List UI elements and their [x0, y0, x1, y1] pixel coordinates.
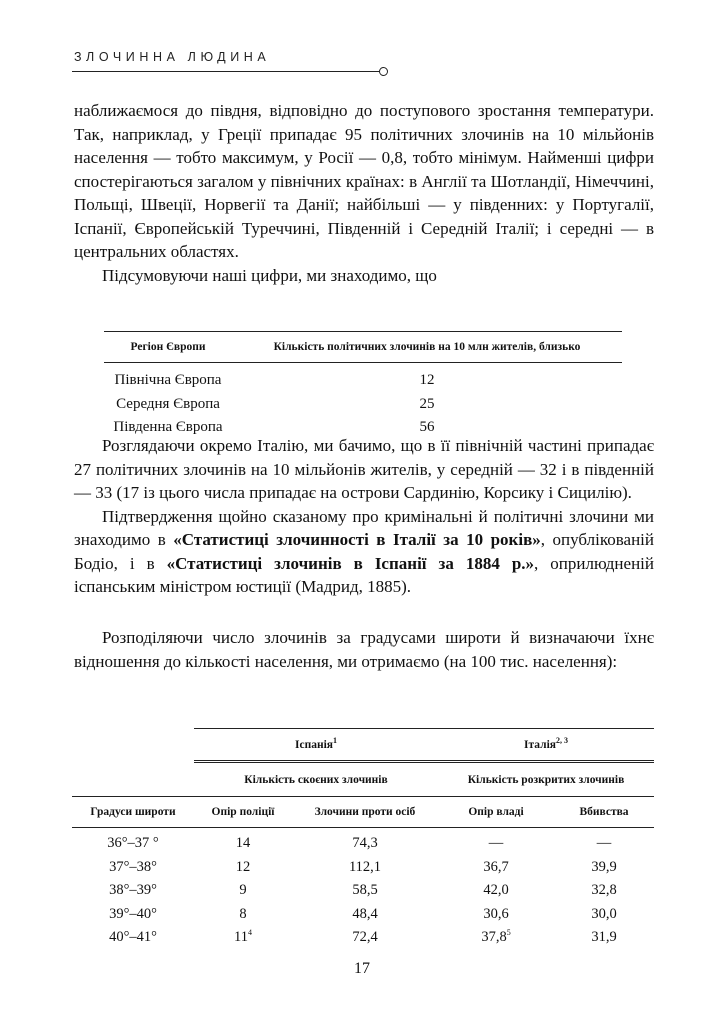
cell-count: 25 [419, 395, 435, 412]
paragraph-5: Розподіляючи число злочинів за градусами широти й визначаючи їхнє відношення до кількості населення, ми отримаємо (на 100 тис. населення): [74, 628, 654, 671]
cell-value: — [596, 835, 612, 852]
cell-region: Південна Європа [113, 419, 223, 436]
cell-value: 112,1 [348, 858, 382, 875]
body-text-middle [74, 434, 654, 599]
paragraph-4 [74, 505, 654, 599]
p4-text-a: Підтвердження щойно сказаному про кримінальні й політичні злочини ми знаходимо в [74, 506, 654, 549]
cell-value: 32,8 [591, 882, 617, 899]
cell-value: 48,4 [352, 905, 378, 922]
body-text-top [74, 99, 654, 287]
header-italy-label: Італія [524, 738, 556, 751]
paragraph-3: Розглядаючи окремо Італію, ми бачимо, що в її північній частині припадає 27 політичних злочинів на 10 мільйонів жителів, у середній — 32 і в південній — 33 (17 із цього числа припадає на острови Сардинію, Корсику і Сицилію). [74, 436, 654, 502]
table-row [72, 926, 654, 950]
footnote-marker: 4 [247, 928, 252, 938]
body-text-bottom [74, 626, 654, 673]
p4-bold-title-spain: «Статистиці злочинів в Іспанії за 1884 р.» [166, 553, 535, 573]
table-row [104, 393, 622, 417]
cell-region: Середня Європа [116, 395, 220, 412]
cell-value-text: 37,8 [481, 929, 507, 946]
footnote-marker: 2, 3 [555, 735, 568, 745]
header-circle-ornament [379, 67, 388, 76]
cell-value: 12 [235, 858, 251, 875]
region-table-header [104, 332, 622, 363]
col-header-region: Регіон Європи [104, 332, 232, 363]
header-italy-sub: Кількість розкритих злочинів [438, 762, 654, 797]
cell-latitude: 40°–41° [109, 929, 157, 946]
cell-latitude: 38°–39° [109, 882, 157, 899]
cell-value: 31,9 [591, 929, 617, 946]
cell-value [194, 926, 292, 950]
latitude-table-header-subgroups [72, 762, 654, 797]
cell-latitude: 37°–38° [109, 858, 157, 875]
footnote-marker: 5 [506, 928, 511, 938]
cell-value: 8 [239, 905, 247, 922]
table-row [72, 828, 654, 856]
paragraph-1: наближаємося до півдня, відповідно до поступового зростання температури. Так, наприклад, у Греції припадає 95 політичних злочинів на 10 мільйонів населення — тобто максимум, у Росії — 0,8, тобто мінімум. Найменші цифри спостерігаються загалом у північних країнах: в Англії та Шотландії, Німеччині, Польщі, Швеції, Норвегії та Данії; найбільші — у південних: у Португалії, Іспанії, Європейській Туреччині, Південній і Середній Італії; і середні — в центральних областях. [74, 101, 654, 261]
blank-header-cell [72, 762, 194, 797]
blank-header-cell [72, 729, 194, 762]
cell-value: 58,5 [352, 882, 378, 899]
cell-value: 39,9 [591, 858, 617, 875]
latitude-table-header-columns [72, 797, 654, 828]
cell-value: 42,0 [483, 882, 509, 899]
p4-text-c: , опублікованій Бодіо, і в [74, 530, 654, 573]
header-italy [438, 729, 654, 762]
table-row [72, 903, 654, 927]
cell-count: 56 [419, 419, 435, 436]
cell-value: 36,7 [483, 858, 509, 875]
cell-value: 74,3 [352, 835, 378, 852]
header-spain-label: Іспанія [295, 738, 333, 751]
table-row [104, 363, 622, 393]
p4-text-e: , оприлюдненій іспанським міністром юстиції (Мадрид, 1885). [74, 553, 654, 596]
cell-value: 9 [239, 882, 247, 899]
cell-value [438, 926, 554, 950]
cell-value: 72,4 [352, 929, 378, 946]
latitude-table-header-countries [72, 729, 654, 762]
latitude-table [72, 728, 654, 950]
page-number: 17 [354, 960, 370, 977]
col-header-police-resistance: Опір поліції [194, 797, 292, 828]
region-table [104, 331, 622, 440]
cell-value: 14 [235, 835, 251, 852]
footnote-marker: 1 [333, 735, 337, 745]
cell-region: Північна Європа [114, 372, 222, 389]
col-header-crimes-against-persons: Злочини проти осіб [292, 797, 438, 828]
col-header-latitude: Градуси широти [72, 797, 194, 828]
cell-latitude: 39°–40° [109, 905, 157, 922]
col-header-murders: Вбивства [554, 797, 654, 828]
cell-value: 30,6 [483, 905, 509, 922]
col-header-count: Кількість політичних злочинів на 10 млн жителів, близько [232, 332, 622, 363]
cell-count: 12 [419, 372, 435, 389]
header-spain-sub: Кількість скоєних злочинів [194, 762, 438, 797]
cell-latitude: 36°–37 ° [107, 835, 159, 852]
cell-value: — [488, 835, 504, 852]
table-row [72, 879, 654, 903]
col-header-resistance-authority: Опір владі [438, 797, 554, 828]
cell-value: 30,0 [591, 905, 617, 922]
p4-bold-title-italy: «Статистиці злочинності в Італії за 10 років» [173, 530, 541, 549]
running-header: ЗЛОЧИННА ЛЮДИНА [74, 50, 271, 64]
table-row [72, 856, 654, 880]
header-spain [194, 729, 438, 762]
cell-value-text: 11 [234, 929, 248, 946]
paragraph-2: Підсумовуючи наші цифри, ми знаходимо, що [102, 265, 437, 285]
header-rule [72, 71, 381, 72]
